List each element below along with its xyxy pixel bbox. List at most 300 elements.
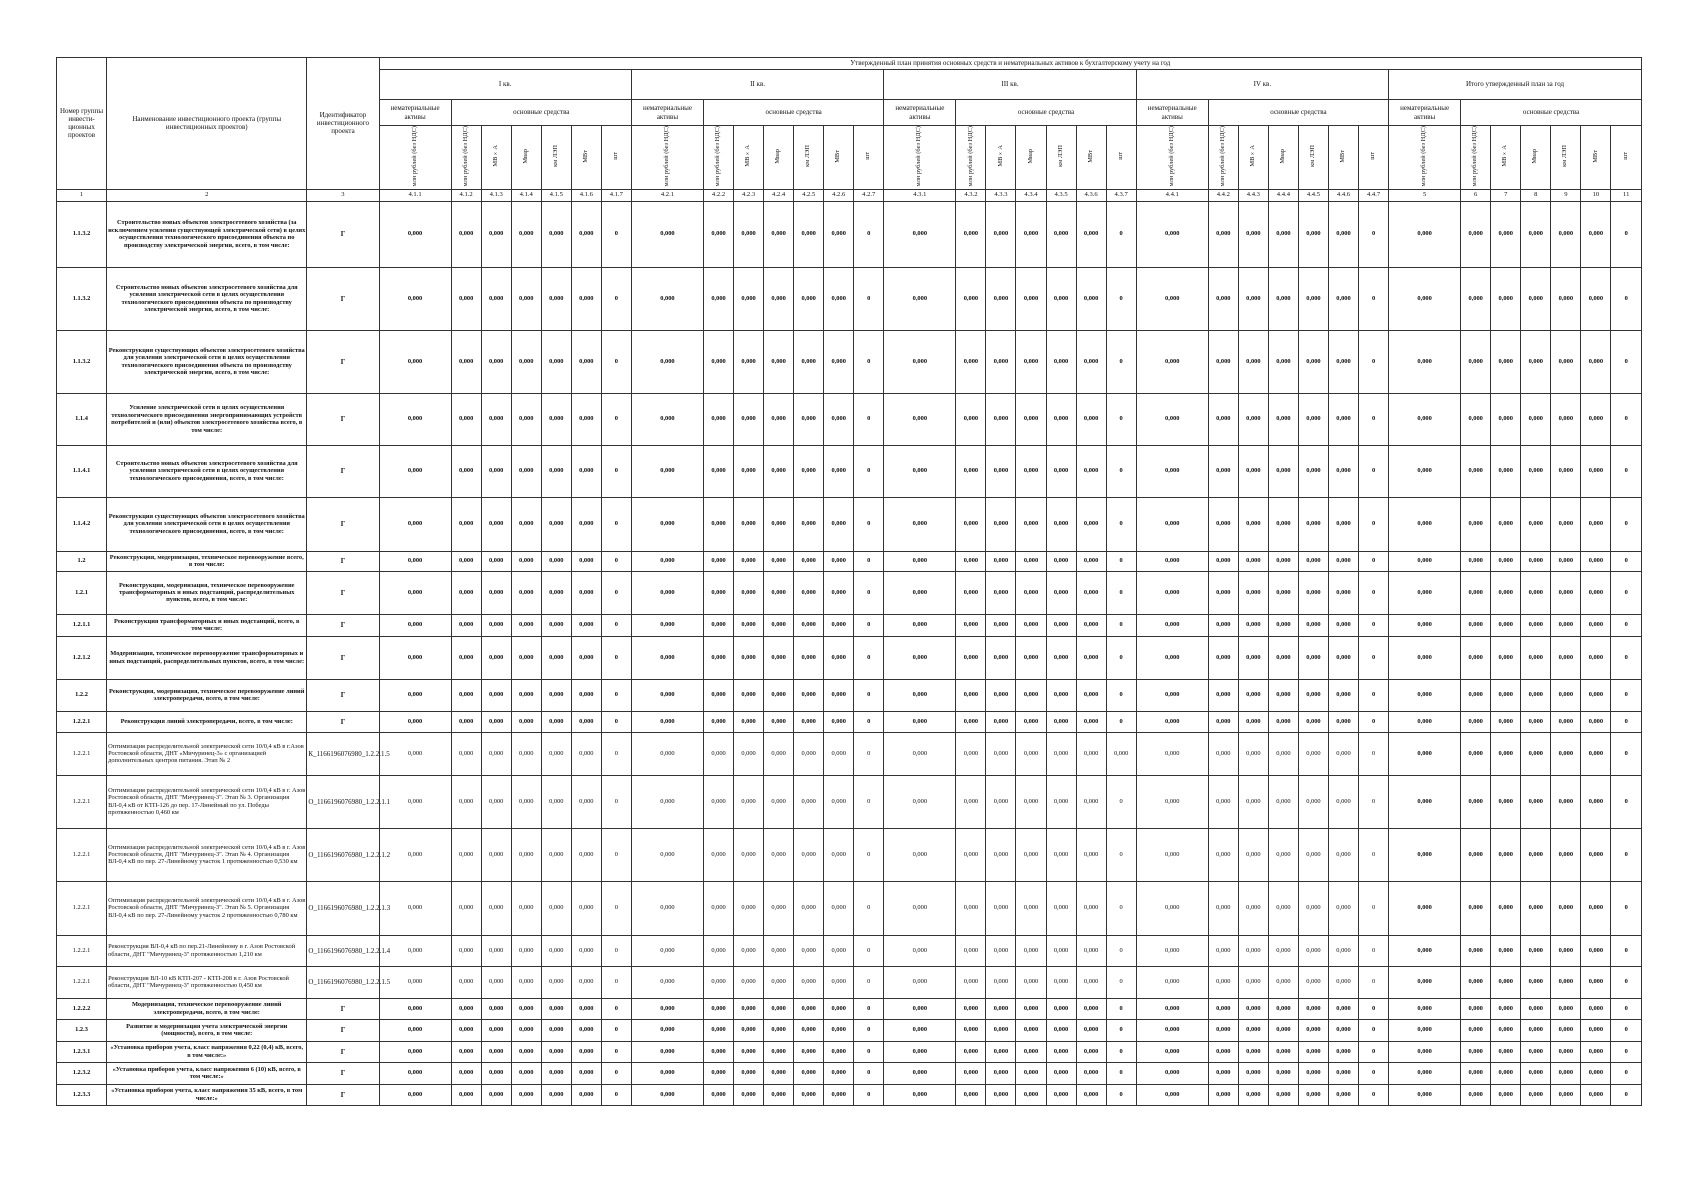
value-cell: 0: [601, 614, 631, 636]
unit-header: [451, 126, 481, 190]
unit-header: [1298, 126, 1328, 190]
value-cell: 0,000: [704, 732, 734, 775]
unit-label: млн рублей (без НДС): [663, 126, 671, 187]
unit-label: МВ×А: [996, 145, 1004, 167]
value-cell: 0,000: [1551, 998, 1581, 1019]
value-cell: 0,000: [1298, 998, 1328, 1019]
value-cell: 0,000: [1208, 393, 1238, 445]
table-row: [57, 267, 1642, 330]
value-cell: 0,000: [571, 614, 601, 636]
value-cell: 0,000: [481, 679, 511, 711]
value-cell: 0,000: [1076, 711, 1106, 732]
value-cell: 0,000: [571, 393, 601, 445]
value-cell: 0,000: [1208, 551, 1238, 571]
value-cell: 0,000: [1328, 330, 1358, 393]
value-cell: 0,000: [1016, 998, 1046, 1019]
group-number: 1.2.2.1: [57, 775, 107, 828]
value-cell: 0,000: [379, 393, 451, 445]
value-cell: 0: [854, 636, 884, 679]
unit-label: млн рублей (без НДС): [1167, 126, 1175, 187]
value-cell: 0,000: [734, 445, 764, 497]
value-cell: 0,000: [511, 732, 541, 775]
value-cell: 0,000: [511, 881, 541, 935]
group-number: 1.1.3.2: [57, 201, 107, 267]
value-cell: 0,000: [631, 966, 703, 998]
value-cell: 0,000: [884, 330, 956, 393]
value-cell: 0,000: [734, 497, 764, 551]
value-cell: 0,000: [541, 679, 571, 711]
value-cell: 0,000: [1268, 1041, 1298, 1062]
value-cell: 0,000: [481, 497, 511, 551]
value-cell: 0,000: [794, 571, 824, 614]
value-cell: 0,000: [1268, 966, 1298, 998]
value-cell: 0,000: [734, 775, 764, 828]
unit-label: МВ×А: [744, 145, 752, 167]
value-cell: 0,000: [1238, 571, 1268, 614]
table-row: [57, 828, 1642, 881]
value-cell: 0,000: [1076, 551, 1106, 571]
value-cell: 0,000: [451, 636, 481, 679]
unit-header: [956, 126, 986, 190]
value-cell: 0: [1106, 551, 1136, 571]
value-cell: 0,000: [631, 732, 703, 775]
value-cell: 0,000: [379, 935, 451, 966]
fixed-assets-header: основные средства: [451, 100, 631, 126]
unit-header: [481, 126, 511, 190]
value-cell: 0,000: [794, 679, 824, 711]
value-cell: 0,000: [511, 1062, 541, 1084]
value-cell: 0,000: [541, 497, 571, 551]
value-cell: 0,000: [1298, 1041, 1328, 1062]
value-cell: 0,000: [1298, 551, 1328, 571]
value-cell: 0,000: [1076, 393, 1106, 445]
value-cell: 0,000: [1491, 330, 1521, 393]
value-cell: 0,000: [1389, 445, 1461, 497]
value-cell: 0,000: [1461, 1019, 1491, 1041]
value-cell: 0,000: [631, 267, 703, 330]
value-cell: 0,000: [1491, 497, 1521, 551]
value-cell: 0,000: [824, 330, 854, 393]
value-cell: 0,000: [1076, 828, 1106, 881]
value-cell: 0,000: [1268, 571, 1298, 614]
project-id: Г: [307, 330, 379, 393]
table-row: [57, 1041, 1642, 1062]
value-cell: 0,000: [1298, 775, 1328, 828]
value-cell: 0,000: [1581, 935, 1611, 966]
value-cell: 0,000: [1298, 881, 1328, 935]
value-cell: 0,000: [704, 998, 734, 1019]
value-cell: 0: [854, 445, 884, 497]
unit-label: шт: [612, 152, 619, 161]
value-cell: 0: [1359, 881, 1389, 935]
value-cell: 0,000: [824, 679, 854, 711]
value-cell: 0,000: [1298, 497, 1328, 551]
value-cell: 0,000: [541, 551, 571, 571]
project-id: Г: [307, 571, 379, 614]
value-cell: 0,000: [734, 1019, 764, 1041]
value-cell: 0,000: [1238, 1084, 1268, 1105]
value-cell: 0,000: [986, 201, 1016, 267]
unit-header: [1106, 126, 1136, 190]
unit-header: [884, 126, 956, 190]
value-cell: 0,000: [884, 1041, 956, 1062]
value-cell: 0,000: [571, 1041, 601, 1062]
value-cell: 0,000: [794, 551, 824, 571]
value-cell: 0,000: [1016, 1084, 1046, 1105]
value-cell: 0,000: [1461, 679, 1491, 711]
value-cell: 0,000: [734, 881, 764, 935]
value-cell: 0,000: [794, 1019, 824, 1041]
column-number: 4.3.2: [956, 189, 986, 201]
unit-header: [1208, 126, 1238, 190]
value-cell: 0,000: [541, 393, 571, 445]
value-cell: 0,000: [451, 267, 481, 330]
value-cell: 0,000: [631, 1041, 703, 1062]
value-cell: 0: [1106, 966, 1136, 998]
value-cell: 0,000: [379, 828, 451, 881]
value-cell: 0,000: [541, 201, 571, 267]
value-cell: 0,000: [1136, 445, 1208, 497]
value-cell: 0,000: [481, 1041, 511, 1062]
column-number: 4.3.5: [1046, 189, 1076, 201]
value-cell: 0,000: [1298, 935, 1328, 966]
value-cell: 0: [1611, 711, 1642, 732]
value-cell: 0,000: [986, 828, 1016, 881]
value-cell: 0: [854, 497, 884, 551]
value-cell: 0,000: [764, 998, 794, 1019]
value-cell: 0,000: [1238, 732, 1268, 775]
value-cell: 0,000: [1268, 998, 1298, 1019]
column-number: 3: [307, 189, 379, 201]
column-number: 4.1.7: [601, 189, 631, 201]
value-cell: 0,000: [1581, 711, 1611, 732]
value-cell: 0,000: [631, 497, 703, 551]
value-cell: 0,000: [1046, 551, 1076, 571]
column-number: 7: [1491, 189, 1521, 201]
value-cell: 0,000: [704, 1019, 734, 1041]
value-cell: 0: [1359, 732, 1389, 775]
value-cell: 0,000: [1551, 1019, 1581, 1041]
value-cell: 0,000: [1268, 636, 1298, 679]
value-cell: 0,000: [451, 775, 481, 828]
value-cell: 0,000: [1268, 828, 1298, 881]
unit-header: [631, 126, 703, 190]
value-cell: 0,000: [1136, 775, 1208, 828]
value-cell: 0,000: [734, 998, 764, 1019]
value-cell: 0,000: [1521, 445, 1551, 497]
value-cell: 0,000: [1238, 1041, 1268, 1062]
value-cell: 0: [601, 267, 631, 330]
value-cell: 0,000: [1491, 393, 1521, 445]
value-cell: 0,000: [1491, 828, 1521, 881]
value-cell: 0,000: [986, 966, 1016, 998]
value-cell: 0,000: [1238, 267, 1268, 330]
value-cell: 0,000: [956, 636, 986, 679]
value-cell: 0,000: [1136, 636, 1208, 679]
value-cell: 0,000: [379, 711, 451, 732]
value-cell: 0: [1359, 1084, 1389, 1105]
column-number: 4.3.6: [1076, 189, 1106, 201]
column-number: 4.3.4: [1016, 189, 1046, 201]
value-cell: 0,000: [571, 551, 601, 571]
project-id: Г: [307, 1062, 379, 1084]
group-number: 1.2.3.3: [57, 1084, 107, 1105]
fixed-assets-header: основные средства: [956, 100, 1136, 126]
value-cell: 0,000: [734, 711, 764, 732]
value-cell: 0,000: [794, 636, 824, 679]
value-cell: 0,000: [1208, 1019, 1238, 1041]
group-number: 1.2: [57, 551, 107, 571]
value-cell: 0,000: [1046, 445, 1076, 497]
value-cell: 0,000: [1491, 679, 1521, 711]
value-cell: 0,000: [956, 966, 986, 998]
value-cell: 0,000: [986, 1084, 1016, 1105]
unit-label: МВт: [1086, 149, 1094, 163]
value-cell: 0: [1359, 267, 1389, 330]
value-cell: 0,000: [1016, 679, 1046, 711]
value-cell: 0,000: [451, 679, 481, 711]
value-cell: 0,000: [794, 1084, 824, 1105]
project-id: Г: [307, 497, 379, 551]
value-cell: 0,000: [379, 267, 451, 330]
project-name: Модернизация, техническое перевооружение трансформаторных и иных подстанций, распределительных пунктов, всего, в том числе:: [107, 636, 307, 679]
value-cell: 0: [1106, 393, 1136, 445]
value-cell: 0,000: [481, 775, 511, 828]
value-cell: 0,000: [986, 393, 1016, 445]
value-cell: 0: [1359, 393, 1389, 445]
value-cell: 0: [1359, 775, 1389, 828]
value-cell: 0,000: [1136, 330, 1208, 393]
value-cell: 0,000: [1268, 935, 1298, 966]
value-cell: 0,000: [571, 1019, 601, 1041]
value-cell: 0,000: [1551, 614, 1581, 636]
value-cell: 0,000: [1389, 201, 1461, 267]
value-cell: 0,000: [1551, 267, 1581, 330]
value-cell: 0: [854, 551, 884, 571]
value-cell: 0,000: [1136, 998, 1208, 1019]
column-number: 9: [1551, 189, 1581, 201]
group-number: 1.2.2.1: [57, 732, 107, 775]
value-cell: 0,000: [794, 732, 824, 775]
value-cell: 0,000: [1268, 330, 1298, 393]
value-cell: 0,000: [986, 571, 1016, 614]
project-name: Оптимизация распределительной электрической сети 10/0,4 кВ в г.Азов Ростовской области, ДНТ «Мичуринец-3» с организацией дополнительных центров питания. Этап № 2: [107, 732, 307, 775]
value-cell: 0,000: [884, 828, 956, 881]
value-cell: 0,000: [1581, 679, 1611, 711]
value-cell: 0,000: [824, 966, 854, 998]
value-cell: 0,000: [631, 1019, 703, 1041]
value-cell: 0,000: [1521, 998, 1551, 1019]
value-cell: 0,000: [1551, 732, 1581, 775]
value-cell: 0: [601, 393, 631, 445]
value-cell: 0,000: [1491, 614, 1521, 636]
value-cell: 0,000: [1581, 614, 1611, 636]
value-cell: 0,000: [511, 1019, 541, 1041]
value-cell: 0,000: [379, 998, 451, 1019]
value-cell: 0: [854, 330, 884, 393]
value-cell: 0,000: [1389, 775, 1461, 828]
column-number: 4.3.3: [986, 189, 1016, 201]
value-cell: 0,000: [884, 998, 956, 1019]
value-cell: 0,000: [451, 966, 481, 998]
value-cell: 0,000: [1521, 828, 1551, 881]
value-cell: 0,000: [734, 935, 764, 966]
project-id: О_1166196076980_1.2.2.1.1: [307, 775, 379, 828]
value-cell: 0,000: [1016, 1062, 1046, 1084]
value-cell: 0,000: [1076, 998, 1106, 1019]
value-cell: 0,000: [631, 201, 703, 267]
project-id: Г: [307, 201, 379, 267]
value-cell: 0,000: [704, 679, 734, 711]
value-cell: 0: [1611, 1019, 1642, 1041]
project-id: О_1166196076980_1.2.2.1.5: [307, 966, 379, 998]
value-cell: 0,000: [884, 636, 956, 679]
value-cell: 0,000: [956, 551, 986, 571]
value-cell: 0,000: [1551, 551, 1581, 571]
value-cell: 0,000: [1581, 445, 1611, 497]
value-cell: 0,000: [1076, 330, 1106, 393]
value-cell: 0,000: [704, 1084, 734, 1105]
unit-label: Мвар: [1026, 148, 1034, 164]
value-cell: 0,000: [956, 935, 986, 966]
value-cell: 0,000: [1328, 571, 1358, 614]
column-number: 4.2.5: [794, 189, 824, 201]
value-cell: 0,000: [1016, 551, 1046, 571]
intangible-assets-header: нематериальные активы: [631, 100, 703, 126]
value-cell: 0,000: [1016, 732, 1046, 775]
value-cell: 0,000: [764, 636, 794, 679]
value-cell: 0,000: [1016, 881, 1046, 935]
value-cell: 0,000: [704, 711, 734, 732]
value-cell: 0: [1611, 201, 1642, 267]
value-cell: 0,000: [1238, 828, 1268, 881]
value-cell: 0,000: [1521, 966, 1551, 998]
value-cell: 0: [854, 267, 884, 330]
value-cell: 0,000: [1136, 711, 1208, 732]
project-name: Строительство новых объектов электросетевого хозяйства (за исключением усиления существующей электрической сети) в целях осуществления технологического присоединения объекта по производству электрической энергии, всего, в том числе:: [107, 201, 307, 267]
value-cell: 0,000: [1076, 1062, 1106, 1084]
value-cell: 0,000: [1136, 571, 1208, 614]
value-cell: 0,000: [1389, 732, 1461, 775]
value-cell: 0,000: [1136, 935, 1208, 966]
column-number: 4.4.2: [1208, 189, 1238, 201]
value-cell: 0,000: [1461, 711, 1491, 732]
value-cell: 0,000: [764, 614, 794, 636]
table-row: [57, 998, 1642, 1019]
group-number: 1.1.3.2: [57, 267, 107, 330]
value-cell: 0: [601, 497, 631, 551]
value-cell: 0,000: [704, 393, 734, 445]
value-cell: 0: [1611, 966, 1642, 998]
value-cell: 0,000: [794, 201, 824, 267]
value-cell: 0: [601, 828, 631, 881]
value-cell: 0: [1611, 267, 1642, 330]
value-cell: 0,000: [1238, 330, 1268, 393]
unit-label: шт: [1621, 152, 1629, 161]
value-cell: 0,000: [1076, 614, 1106, 636]
table-row: [57, 614, 1642, 636]
value-cell: 0,000: [956, 732, 986, 775]
value-cell: 0,000: [451, 497, 481, 551]
value-cell: 0,000: [1328, 201, 1358, 267]
value-cell: 0,000: [1581, 330, 1611, 393]
table-row: [57, 393, 1642, 445]
value-cell: 0,000: [1491, 966, 1521, 998]
value-cell: 0,000: [1389, 1062, 1461, 1084]
value-cell: 0: [1106, 571, 1136, 614]
value-cell: 0: [1611, 1084, 1642, 1105]
unit-label: млн рублей (без НДС): [966, 126, 974, 187]
value-cell: 0,000: [1298, 1062, 1328, 1084]
unit-header: [824, 126, 854, 190]
value-cell: 0,000: [1551, 775, 1581, 828]
col-group-header: Номер группы инвести-ционных проектов: [57, 58, 107, 190]
project-id: Г: [307, 614, 379, 636]
value-cell: 0,000: [956, 775, 986, 828]
value-cell: 0,000: [1268, 614, 1298, 636]
unit-header: [1611, 126, 1642, 190]
value-cell: 0,000: [1389, 1041, 1461, 1062]
value-cell: 0,000: [379, 330, 451, 393]
value-cell: 0,000: [794, 881, 824, 935]
value-cell: 0,000: [1461, 445, 1491, 497]
value-cell: 0,000: [764, 330, 794, 393]
value-cell: 0,000: [764, 966, 794, 998]
value-cell: 0,000: [1268, 1062, 1298, 1084]
value-cell: 0,000: [794, 497, 824, 551]
unit-label: км ЛЭП: [1309, 145, 1317, 168]
value-cell: 0,000: [986, 732, 1016, 775]
value-cell: 0,000: [1268, 267, 1298, 330]
value-cell: 0,000: [734, 732, 764, 775]
value-cell: 0,000: [734, 393, 764, 445]
value-cell: 0,000: [734, 571, 764, 614]
value-cell: 0,000: [1298, 330, 1328, 393]
value-cell: 0,000: [1389, 614, 1461, 636]
project-id: Г: [307, 1041, 379, 1062]
value-cell: 0,000: [571, 828, 601, 881]
value-cell: 0: [1106, 1062, 1136, 1084]
unit-label: млн рублей (без НДС): [1218, 126, 1226, 187]
value-cell: 0,000: [1491, 571, 1521, 614]
value-cell: 0,000: [1581, 497, 1611, 551]
value-cell: 0,000: [1136, 679, 1208, 711]
value-cell: 0,000: [1491, 1084, 1521, 1105]
value-cell: 0: [854, 828, 884, 881]
value-cell: 0,000: [1521, 881, 1551, 935]
unit-label: Мвар: [774, 148, 782, 164]
value-cell: 0,000: [704, 201, 734, 267]
value-cell: 0,000: [986, 1041, 1016, 1062]
value-cell: 0,000: [1208, 711, 1238, 732]
value-cell: 0,000: [1238, 881, 1268, 935]
value-cell: 0,000: [986, 1062, 1016, 1084]
value-cell: 0,000: [1389, 711, 1461, 732]
value-cell: 0: [854, 935, 884, 966]
value-cell: 0,000: [704, 571, 734, 614]
value-cell: 0,000: [704, 267, 734, 330]
unit-header: [854, 126, 884, 190]
value-cell: 0,000: [631, 775, 703, 828]
value-cell: 0,000: [571, 571, 601, 614]
value-cell: 0,000: [734, 1062, 764, 1084]
value-cell: 0,000: [956, 998, 986, 1019]
value-cell: 0,000: [1046, 711, 1076, 732]
value-cell: 0,000: [1328, 497, 1358, 551]
value-cell: 0: [854, 966, 884, 998]
value-cell: 0,000: [451, 614, 481, 636]
value-cell: 0,000: [884, 1084, 956, 1105]
